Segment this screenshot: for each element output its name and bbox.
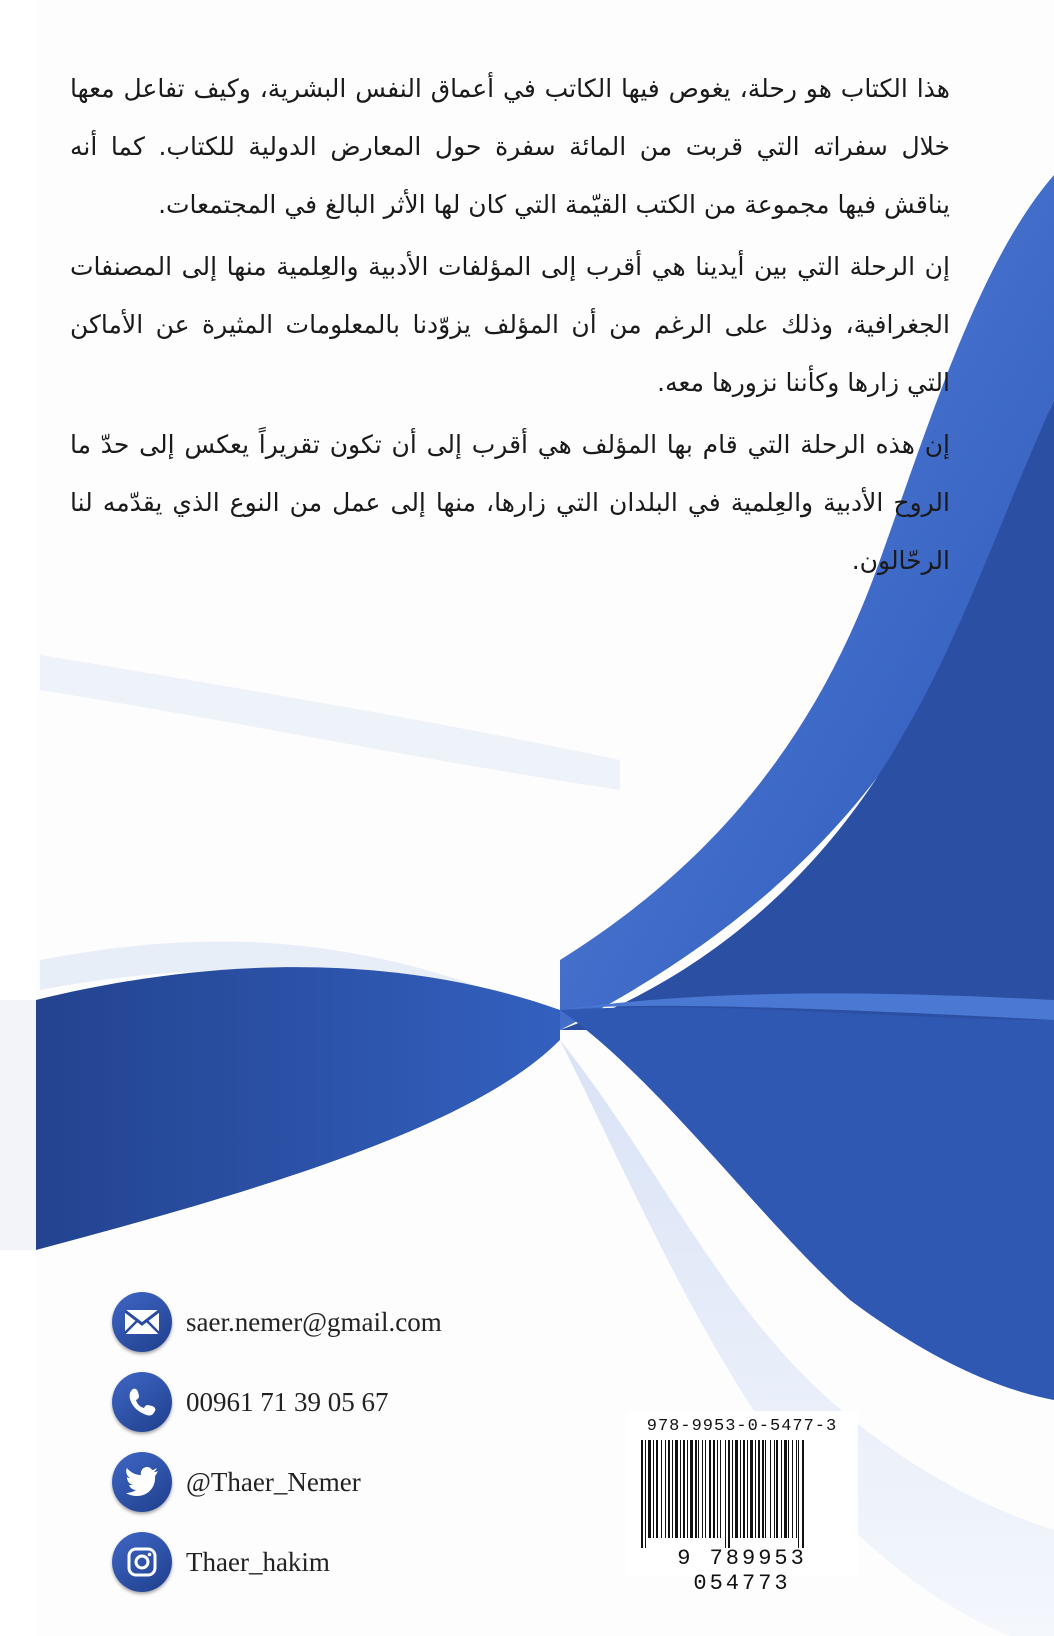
barcode-bar: [661, 1440, 662, 1538]
barcode-bar: [788, 1440, 789, 1538]
barcode-bar: [705, 1440, 706, 1538]
phone-icon: [112, 1372, 172, 1432]
description-paragraph-2: إن الرحلة التي بين أيدينا هي أقرب إلى المؤلفات الأدبية والعِلمية منها إلى المصنفات الجغرافية، وذلك على الرغم من أن المؤلف يزوّدنا بالمعلومات المثيرة عن الأماكن التي زارها وكأننا نزورها معه.: [70, 252, 950, 397]
envelope-icon: [112, 1292, 172, 1352]
barcode-bar: [648, 1440, 651, 1538]
barcode-bar: [762, 1440, 764, 1538]
barcode-bar: [732, 1440, 733, 1538]
barcode-bar: [687, 1440, 688, 1538]
twitter-bird-icon: [112, 1452, 172, 1512]
description-paragraph-1: هذا الكتاب هو رحلة، يغوص فيها الكاتب في أعماق النفس البشرية، وكيف تفاعل معها خلال سفراته التي قربت من المائة سفرة حول المعارض الدولية للكتاب. كما أنه يناقش فيها مجموعة من الكتب القيّمة التي كان لها الأثر البالغ في المجتمعات.: [70, 74, 950, 219]
phone-number[interactable]: 00961 71 39 05 67: [186, 1386, 389, 1417]
barcode-bar: [781, 1440, 782, 1538]
barcode-bar: [709, 1440, 711, 1538]
barcode-bar: [755, 1440, 756, 1538]
isbn-number: 978-9953-0-5477-3: [646, 1417, 838, 1436]
barcode-bar: [750, 1440, 753, 1538]
isbn-barcode: [626, 1411, 858, 1596]
barcode-bar: [747, 1440, 748, 1538]
author-contacts: [112, 1282, 442, 1602]
twitter-handle[interactable]: @Thaer_Nemer: [186, 1466, 361, 1497]
barcode-bar: [774, 1440, 775, 1538]
contact-instagram: [112, 1522, 442, 1602]
barcode-bar: [695, 1440, 697, 1538]
barcode-bar: [690, 1440, 693, 1538]
description-paragraph-3: إن هذه الرحلة التي قام بها المؤلف هي أقرب إلى أن تكون تقريراً يعكس إلى حدّ ما الروح الأدبية والعِلمية في البلدان التي زارها، منها إلى عمل من النوع الذي يقدّمه لنا الرحّالون.: [70, 430, 950, 575]
barcode-bar: [672, 1440, 673, 1538]
book-description: [70, 60, 950, 594]
barcode-bar: [713, 1440, 715, 1538]
barcode-bar: [765, 1440, 766, 1538]
barcode-bar: [698, 1440, 699, 1538]
ean-digits: 9 789953 054773: [677, 1546, 807, 1596]
barcode-bar: [740, 1440, 741, 1538]
barcode-bar: [728, 1440, 730, 1548]
barcode-bar: [792, 1440, 793, 1538]
barcode-bar: [641, 1440, 643, 1548]
barcode-bar: [735, 1440, 738, 1538]
barcode-bar: [665, 1440, 666, 1538]
barcode-bar: [653, 1440, 654, 1538]
barcode-bar: [720, 1440, 721, 1538]
barcode-bar: [717, 1440, 718, 1538]
barcode-bar: [645, 1440, 646, 1548]
barcode-bars: [639, 1440, 845, 1548]
instagram-icon: [112, 1532, 172, 1592]
barcode-bar: [668, 1440, 670, 1538]
barcode-bar: [680, 1440, 681, 1538]
barcode-bar: [784, 1440, 787, 1538]
instagram-handle[interactable]: Thaer_hakim: [186, 1546, 330, 1577]
barcode-bar: [802, 1440, 804, 1548]
email-address[interactable]: saer.nemer@gmail.com: [186, 1306, 442, 1337]
barcode-bar: [656, 1440, 658, 1538]
barcode-bar: [725, 1440, 726, 1548]
contact-twitter: [112, 1442, 442, 1522]
barcode-bar: [758, 1440, 760, 1538]
barcode-bar: [743, 1440, 745, 1538]
barcode-bar: [776, 1440, 778, 1538]
barcode-bar: [683, 1440, 685, 1538]
barcode-bar: [675, 1440, 678, 1538]
contact-email: [112, 1282, 442, 1362]
barcode-bar: [702, 1440, 703, 1538]
barcode-bar: [798, 1440, 799, 1548]
contact-phone: [112, 1362, 442, 1442]
barcode-bar: [796, 1440, 797, 1538]
barcode-bar: [770, 1440, 771, 1538]
